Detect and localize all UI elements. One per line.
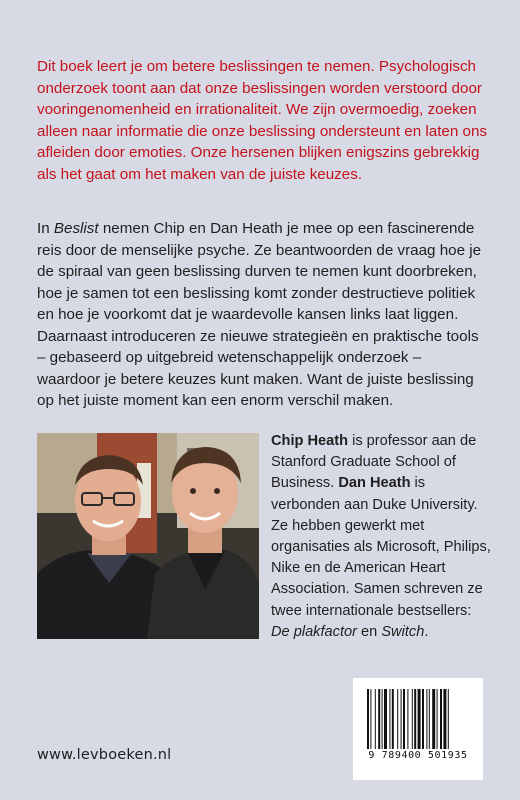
barcode-bar bbox=[440, 689, 442, 749]
barcode-bar bbox=[429, 689, 430, 749]
barcode-bar bbox=[401, 689, 402, 749]
website-url: www.levboeken.nl bbox=[37, 747, 172, 763]
barcode-bar bbox=[378, 689, 380, 749]
barcode-bar bbox=[426, 689, 427, 749]
barcode-bar bbox=[382, 689, 383, 749]
barcode-bar bbox=[437, 689, 438, 749]
barcode-bar bbox=[448, 689, 449, 749]
barcode-bar bbox=[397, 689, 398, 749]
barcode-bar bbox=[432, 689, 435, 749]
barcode-bars bbox=[367, 689, 469, 749]
intro-paragraph: Dit boek leert je om betere beslissingen te nemen. Psychologisch onderzoek toont aan dat onze beslissingen worden verstoord door vooringenomenheid en irrationaliteit. We zijn overmoedig, zoeken alleen naar informatie die onze beslissing ondersteunt en laten ons afleiden door emoties. Onze hersenen blijken enigszins gebrekkig als het gaat om het maken van de juiste keuzes. bbox=[37, 58, 488, 183]
barcode-bar bbox=[414, 689, 416, 749]
description-paragraph bbox=[37, 218, 487, 412]
description-text: nemen Chip en Dan Heath je mee op een fascinerende reis door de menselijke psyche. Ze beantwoorden de vraag hoe je de spiraal van geen beslissing durven te nemen kunt doorbreken, hoe je samen tot een beslissing komt zonder destructieve politiek en hoe je voorkomt dat je waardevolle kansen links laat liggen. Daarnaast introduceren ze nieuwe strategieën en praktische tools – gebaseerd op uitgebreid wetenschappelijk onderzoek – waardoor je betere keuzes kunt maken. Want de juiste beslissing op het juiste moment kan een enorm verschil maken. bbox=[37, 220, 482, 409]
bestseller-title-2: Switch bbox=[381, 623, 425, 640]
bio-text-1: is professor aan de Stanford Graduate School of Business. bbox=[271, 433, 477, 492]
barcode-bar bbox=[370, 689, 371, 749]
barcode-bar bbox=[422, 689, 424, 749]
author-name-chip: Chip Heath bbox=[271, 433, 349, 449]
bio-end: . bbox=[424, 623, 429, 640]
bio-text-2: is verbonden aan Duke University. Ze hebben gewerkt met organisaties als Microsoft, Philips, Nike en de American Heart Association. Samen schreven ze twee internationale bestsellers: bbox=[271, 475, 491, 619]
bestseller-title-1: De plakfactor bbox=[271, 623, 357, 640]
author-name-dan: Dan Heath bbox=[338, 475, 411, 492]
barcode bbox=[353, 678, 483, 780]
barcode-bar bbox=[418, 689, 421, 749]
bio-joiner: en bbox=[356, 623, 382, 640]
barcode-bar bbox=[389, 689, 390, 749]
barcode-bar bbox=[412, 689, 413, 749]
author-bio bbox=[271, 431, 493, 643]
barcode-bar bbox=[375, 689, 376, 749]
book-title: Beslist bbox=[53, 220, 99, 237]
barcode-bar bbox=[384, 689, 387, 749]
barcode-bar bbox=[407, 689, 408, 749]
barcode-bar bbox=[367, 689, 369, 749]
author-photo bbox=[37, 433, 259, 639]
isbn-number: 9 789400 501935 bbox=[368, 750, 468, 761]
barcode-bar bbox=[443, 689, 446, 749]
barcode-bar bbox=[403, 689, 405, 749]
description-prefix: In bbox=[37, 220, 54, 237]
barcode-bar bbox=[392, 689, 394, 749]
